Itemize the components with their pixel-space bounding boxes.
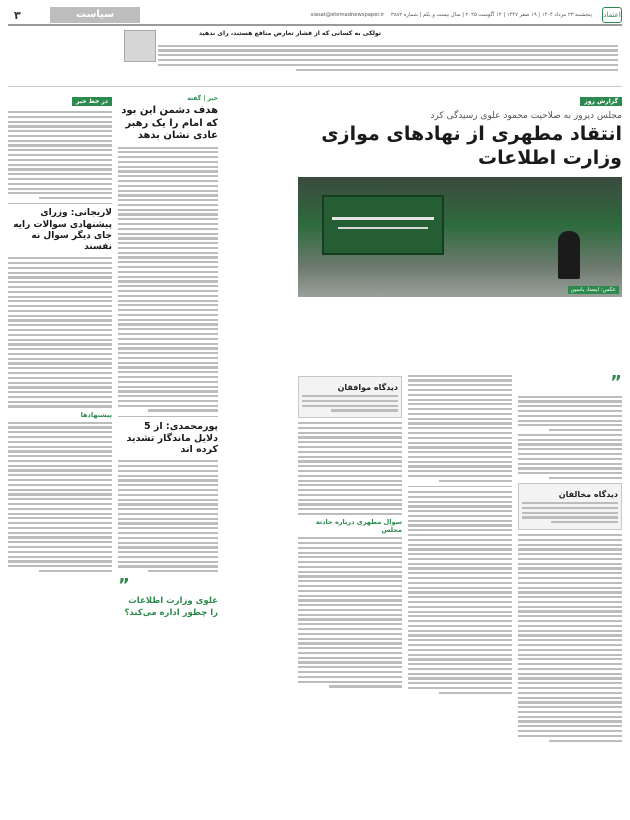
pourmohammadi-headline: پورمحمدی: از 5 دلایل ماندگار تشدید کرده اند: [126, 420, 218, 456]
photo-screen: [322, 195, 444, 255]
section-tab: سیاست: [50, 7, 140, 23]
left2-chip: در خط خبر: [72, 97, 112, 106]
top-note: [8, 28, 622, 87]
left1-kicker: خبر | گفته: [187, 95, 218, 102]
opponents-box: [518, 483, 622, 530]
column-left-2: [8, 92, 112, 575]
left1-headline: هدف دشمن این بود که امام را یک رهبر عادی نشان بدهد: [121, 105, 218, 141]
email-link[interactable]: siasat@etemadnewspaper.ir: [310, 12, 385, 18]
lead-kicker-chip: گزارش روز: [580, 97, 622, 106]
supporters-title: دیدگاه موافقان: [337, 383, 398, 392]
column-right-3: [298, 372, 402, 690]
top-note-body: [158, 42, 618, 73]
lead-kicker: [298, 95, 622, 108]
quote-mark-icon: ”: [118, 575, 130, 597]
masthead: [8, 6, 622, 26]
columnist-photo: [124, 30, 156, 62]
logo: [602, 7, 622, 23]
page-number: ۳: [14, 8, 21, 22]
top-note-title: تولکی‌ به کسانی که از فشار تعارض منافع هستند، رای ندهید: [198, 30, 382, 37]
quote-mark-icon: ”: [610, 372, 622, 393]
date-line: [140, 12, 596, 18]
column-right-1: [518, 372, 622, 744]
lead-photo: [298, 177, 622, 297]
opponents-title: دیدگاه مخالفان: [558, 490, 618, 500]
photo-credit: عکس: ایسنا، یاسین: [568, 286, 619, 294]
motahari-question-head: سوال مطهری درباره حادثه مجلس: [315, 518, 402, 535]
left2-kicker: [8, 95, 112, 108]
date-text: پنجشنبه ۲۳ مرداد ۱۴۰۴ | ۱۹ صفر ۱۴۴۷ | ۱۴ آگوست ۲۰۲۵ | سال بیست و یکم | شماره ۳۸۸۲: [390, 12, 592, 18]
supporters-box: [298, 376, 402, 418]
photo-figure: [558, 231, 580, 279]
lead-headline: انتقاد مطهری از نهادهای موازی وزارت اطلاعات: [321, 123, 622, 169]
proposals-head: پیشنهادها: [80, 410, 112, 419]
column-left-1: [118, 92, 218, 620]
lead-subhead: مجلس دیروز به صلاحیت محمود علوی رسیدگی کرد: [430, 111, 622, 121]
lead-story: [298, 92, 622, 297]
logo-text: اعتماد: [603, 11, 621, 19]
pullquote: علوی وزارت اطلاعات را چطور اداره می‌کند؟: [124, 596, 218, 618]
column-right-2: [408, 372, 512, 697]
larijani-headline: لاریجانی: وزرای پیشنهادی سوالات رایه جای دیگر سوال نه نفسند: [13, 208, 112, 252]
